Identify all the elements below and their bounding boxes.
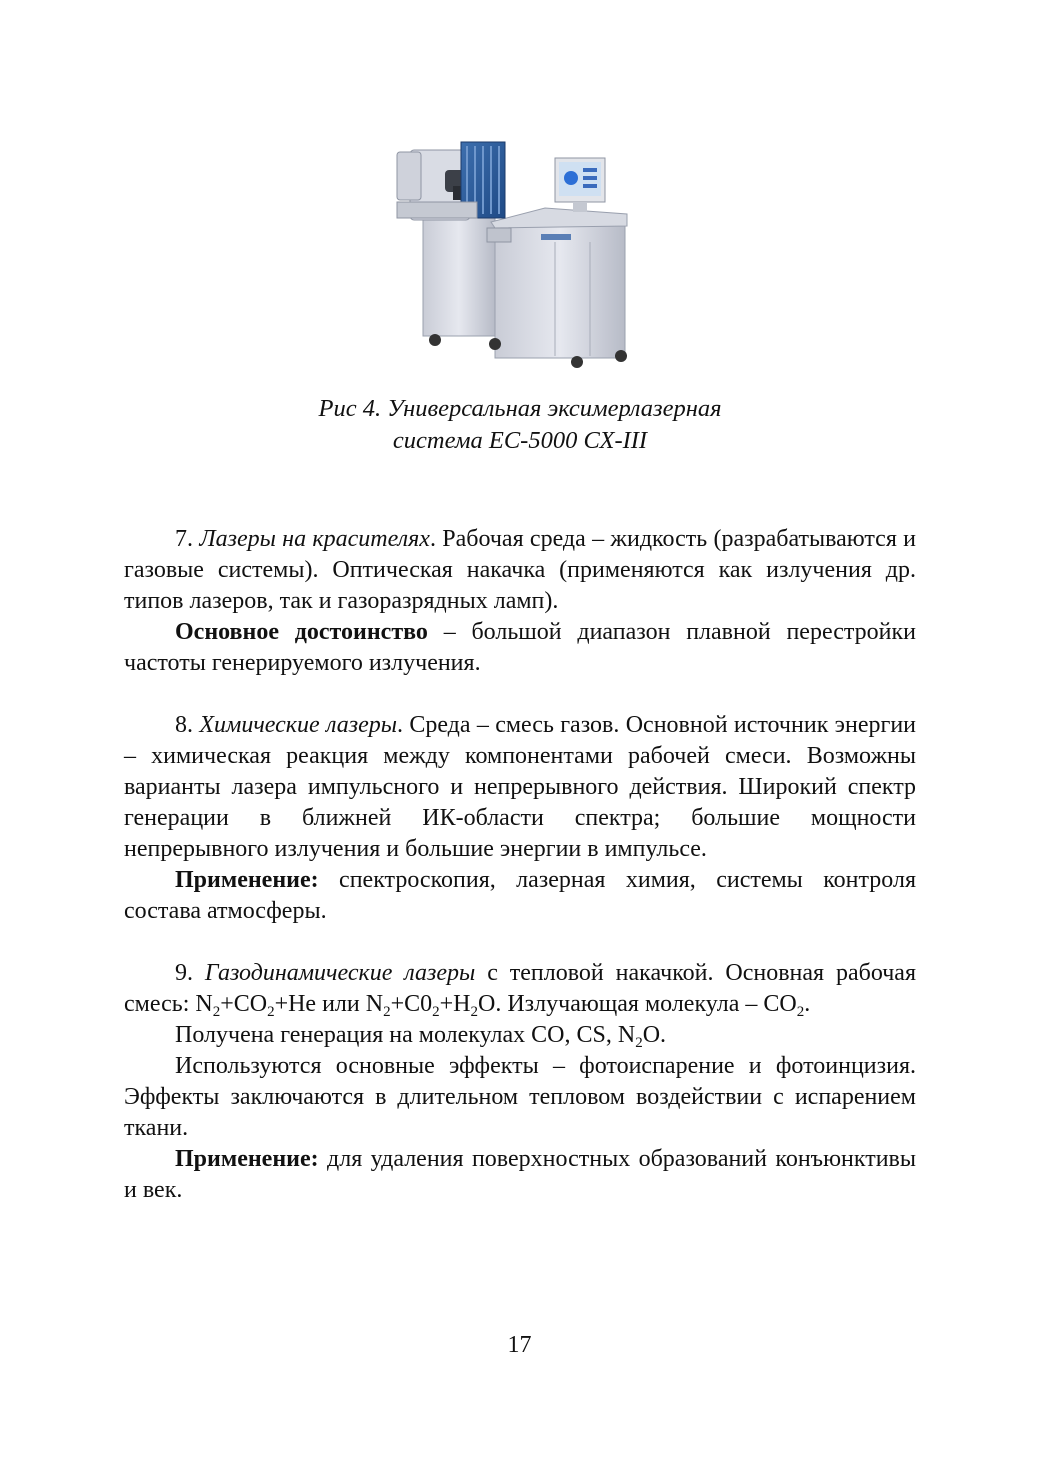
- body-text: [124, 524, 916, 1206]
- section-9-paragraph: 9. Газодинамические лазеры с тепловой накачкой. Основная рабочая смесь: $N_2+CO_2+He$ или $N_2+C0_2+H_2O$. Излучающая молекула – $CO_2$.: [124, 960, 916, 1020]
- application-label: Применение:: [175, 1146, 319, 1172]
- section-7-paragraph: 7. Лазеры на красителях. Рабочая среда – жидкость (разрабатываются и газовые системы). Оптическая накачка (применяются как излучения др. типов лазеров, так и газоразрядных ламп).: [124, 526, 917, 614]
- section-8-title: Химические лазеры: [199, 712, 397, 738]
- section-7-title: Лазеры на красителях: [199, 526, 430, 552]
- advantage-label: Основное достоинство: [175, 619, 428, 645]
- section-8-application: Применение: спектроскопия, лазерная химия, системы контроля состава атмосферы.: [124, 867, 916, 924]
- caption-line-1: Рис 4. Универсальная эксимерлазерная: [318, 395, 722, 422]
- section-9-title: Газодинамические лазеры: [204, 960, 476, 986]
- section-8-paragraph: 8. Химические лазеры. Среда – смесь газов. Основной источник энергии – химическая реакция между компонентами рабочей смеси. Возможны варианты лазера импульсного и непрерывного действия. Широкий спектр генерации в ближней ИК-области спектра; большие мощности непрерывного излучения и большие энергии в импульсе.: [124, 712, 917, 862]
- section-7-advantage: Основное достоинство – большой диапазон плавной перестройки частоты генерируемого излучения.: [124, 619, 916, 676]
- figure-caption: [180, 393, 860, 457]
- section-9-effects: Используются основные эффекты – фотоиспарение и фотоинцизия. Эффекты заключаются в длительном тепловом воздействии с испарением ткани.: [124, 1053, 916, 1141]
- section-9-application: Применение: для удаления поверхностных образований конъюнктивы и век.: [124, 1146, 916, 1203]
- application-label: Применение:: [175, 867, 319, 893]
- caption-line-2: система ЕС-5000 СХ-III: [392, 427, 648, 454]
- section-9-generation: Получена генерация на молекулах CO, CS, $N_2O$.: [175, 1022, 667, 1051]
- page-number: 17: [507, 1332, 532, 1358]
- excimer-laser-system-illustration: [395, 130, 640, 375]
